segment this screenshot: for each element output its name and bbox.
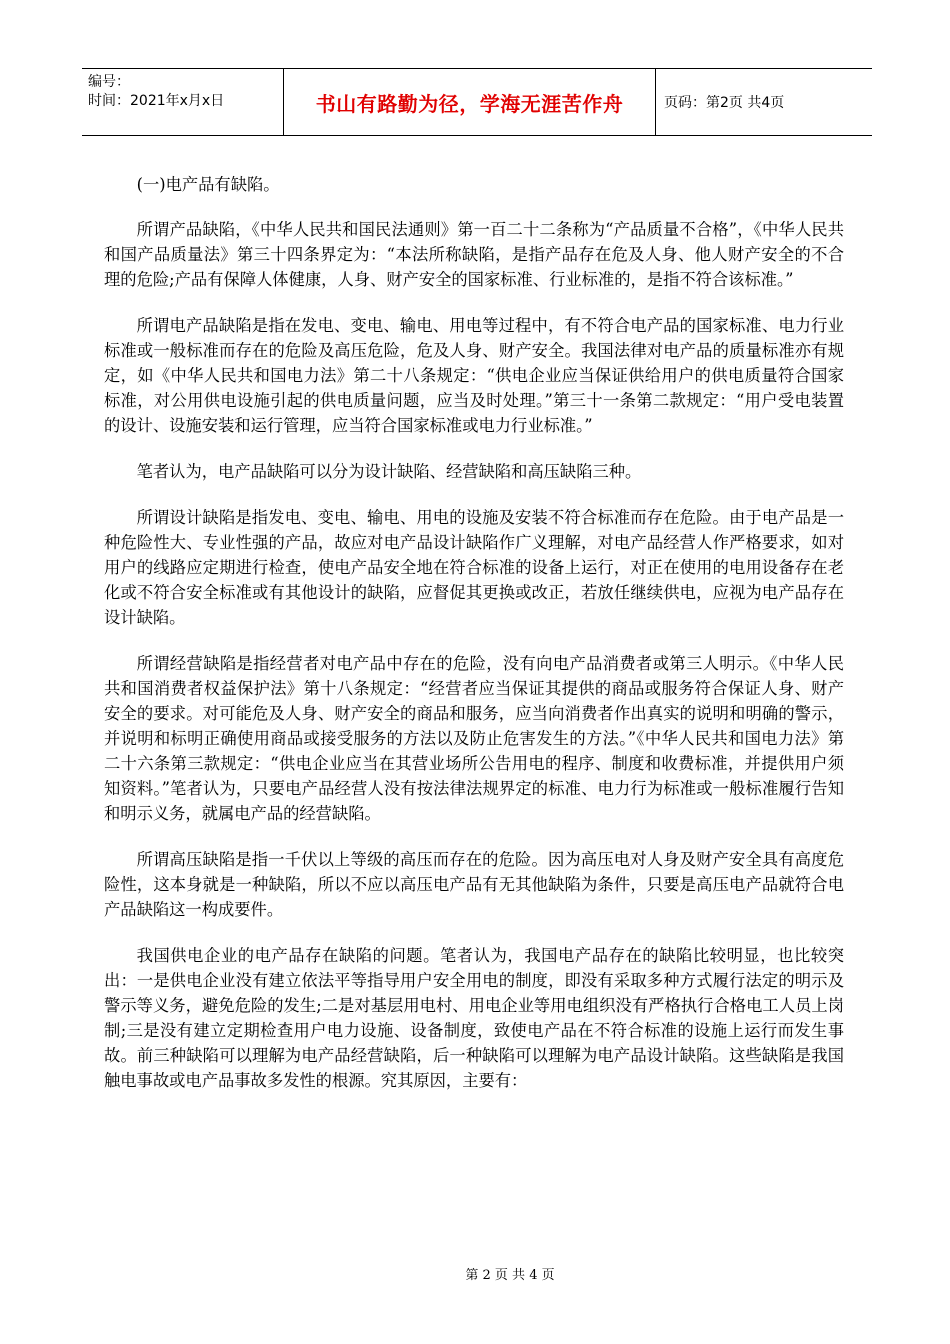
document-number-label: 编号： [88, 74, 130, 90]
paragraph-existing-defects: 我国供电企业的电产品存在缺陷的问题。笔者认为，我国电产品存在的缺陷比较明显，也比较突出：一是供电企业没有建立依法平等指导用户安全用电的制度，即没有采取多种方式履行法定的明示及警示等义务，避免危险的发生;二是对基层用电村、用电企业等用电组织没有严格执行合格电工人员上岗制;三是没有建立定期检查用户电力设施、设备制度，致使电产品在不符合标准的设施上运行而发生事故。前三种缺陷可以理解为电产品经营缺陷，后一种缺陷可以理解为电产品设计缺陷。这些缺陷是我国触电事故或电产品事故多发性的根源。究其原因，主要有： [104, 946, 844, 1090]
paragraph-high-voltage-defect: 所谓高压缺陷是指一千伏以上等级的高压而存在的危险。因为高压电对人身及财产安全具有高度危险性，这本身就是一种缺陷，所以不应以高压电产品有无其他缺陷为条件，只要是高压电产品就符合电产品缺陷这一构成要件。 [104, 850, 844, 919]
paragraph-electric-product-defect: 所谓电产品缺陷是指在发电、变电、输电、用电等过程中，有不符合电产品的国家标准、电力行业标准或一般标准而存在的危险及高压危险，危及人身、财产安全。我国法律对电产品的质量标准亦有规定，如《中华人民共和国电力法》第二十八条规定：“供电企业应当保证供给用户的供电质量符合国家标准，对公用供电设施引起的供电质量问题，应当及时处理。”第三十一条第二款规定：“用户受电装置的设计、设施安装和运行管理，应当符合国家标准或电力行业标准。” [104, 316, 844, 435]
page-header [82, 68, 872, 136]
page-footer: 第 2 页 共 4 页 [465, 1268, 555, 1283]
paragraph-design-defect: 所谓设计缺陷是指发电、变电、输电、用电的设施及安装不符合标准而存在危险。由于电产品是一种危险性大、专业性强的产品，故应对电产品设计缺陷作广义理解，对电产品经营人作严格要求，如对用户的线路应定期进行检查，使电产品安全地在符合标准的设备上运行，对正在使用的电用设备存在老化或不符合安全标准或有其他设计的缺陷，应督促其更换或改正，若放任继续供电，应视为电产品存在设计缺陷。 [104, 508, 844, 627]
section-heading: (一)电产品有缺陷。 [136, 175, 280, 194]
header-meta [82, 69, 284, 135]
document-time-label: 时间：2021年x月x日 [88, 93, 225, 109]
paragraph-operation-defect: 所谓经营缺陷是指经营者对电产品中存在的危险，没有向电产品消费者或第三人明示。《中华人民共和国消费者权益保护法》第十八条规定：“经营者应当保证其提供的商品或服务符合保证人身、财产安全的要求。对可能危及人身、财产安全的商品和服务，应当向消费者作出真实的说明和明确的警示，并说明和标明正确使用商品或接受服务的方法以及防止危害发生的方法。”《中华人民共和国电力法》第二十六条第三款规定：“供电企业应当在其营业场所公告用电的程序、制度和收费标准，并提供用户须知资料。”笔者认为，只要电产品经营人没有按法律法规界定的标准、电力行为标准或一般标准履行告知和明示义务，就属电产品的经营缺陷。 [104, 654, 844, 823]
document-body [104, 172, 844, 1114]
header-page-number: 页码：第2页 共4页 [664, 95, 785, 111]
header-motto: 书山有路勤为径，学海无涯苦作舟 [284, 69, 656, 135]
paragraph-product-defect-definition: 所谓产品缺陷，《中华人民共和国民法通则》第一百二十二条称为“产品质量不合格”，《中华人民共和国产品质量法》第三十四条界定为：“本法所称缺陷，是指产品存在危及人身、他人财产安全的不合理的危险;产品有保障人体健康，人身、财产安全的国家标准、行业标准的，是指不符合该标准。” [104, 220, 844, 289]
paragraph-defect-types: 笔者认为，电产品缺陷可以分为设计缺陷、经营缺陷和高压缺陷三种。 [136, 462, 642, 481]
